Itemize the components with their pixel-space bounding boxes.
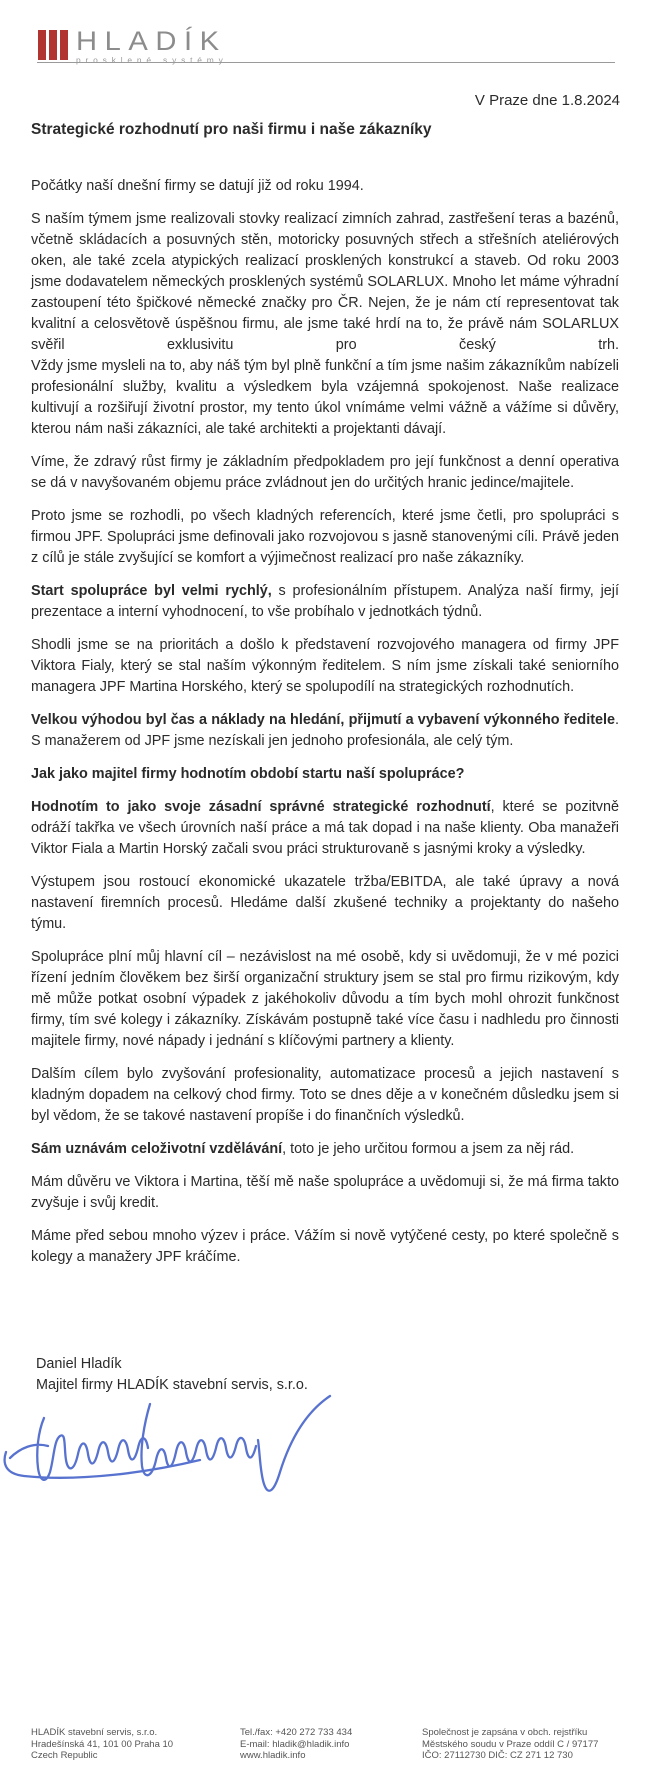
logo-bar-icon — [60, 30, 68, 60]
paragraph: Shodli jsme se na prioritách a došlo k představení rozvojového managera od firmy JPF Viktora Fialy, který se stal naším výkonným ředitelem. S ním jsme získali také seniorního managera JPF Martina Horského, který se spolupodílí na strategických rozhodnutích. — [31, 637, 619, 695]
paragraph-bold-lead: Velkou výhodou byl čas a náklady na hledání, přijmutí a vybavení výkonného ředitele — [31, 712, 615, 728]
paragraph: Vždy jsme mysleli na to, aby náš tým byl plně funkční a tím jsme našim zákazníkům nabízeli profesionální služby, kvalitu a výsledkem byla vzájemná spokojenost. Naše realizace kultivují a rozšiřují životní prostor, my tento úkol vnímáme velmi vážně a vážíme si důvěry, kterou nám naši zákazníci, ale také architekti a projektanti dávají. — [31, 358, 619, 437]
letter-body — [31, 176, 619, 1280]
footer-company — [31, 1727, 173, 1762]
logo-bar-icon — [49, 30, 57, 60]
paragraph: Hodnotím to jako svoje zásadní správné strategické rozhodnutí, které se pozitvně odráží takřka ve všech úrovních naší práce a má tak dopad i na naše klienty. Oba manažeři Viktor Fiala a Martin Horský začali svou práci strukturovaně s jasnými kroky a výsledky. — [31, 799, 619, 857]
footer-line: HLADÍK stavební servis, s.r.o. — [31, 1727, 158, 1738]
company-logo — [38, 26, 228, 65]
logo-bar-icon — [38, 30, 46, 60]
paragraph-bold-lead: Start spolupráce byl velmi rychlý, — [31, 583, 272, 599]
footer-registry — [422, 1727, 598, 1762]
paragraph: Dalším cílem bylo zvyšování profesionality, automatizace procesů a jejich nastavení s kladným dopadem na celkový chod firmy. Toto se dnes děje a v konečném důsledku jsem si byl vědom, že se takové nastavení propíše i do finančních výsledků. — [31, 1066, 619, 1124]
paragraph: Počátky naší dnešní firmy se datují již od roku 1994. — [31, 178, 364, 194]
footer-line: E-mail: hladik@hladik.info — [240, 1738, 350, 1750]
footer-line: Společnost je zapsána v obch. rejstříku — [422, 1727, 588, 1738]
paragraph: Víme, že zdravý růst firmy je základním předpokladem pro její funkčnost a denní operativa se dá v navyšovaném objemu práce zvládnout jen do určitých hranic jedince/majitele. — [31, 454, 619, 491]
logo-text — [76, 26, 228, 65]
footer-line: IČO: 27112730 DIČ: CZ 271 12 730 — [422, 1750, 573, 1761]
signatory-role: Majitel firmy HLADÍK stavební servis, s.r.o. — [36, 1377, 308, 1393]
paragraph-bold-lead: Hodnotím to jako svoje zásadní správné strategické rozhodnutí — [31, 799, 491, 815]
paragraph: Proto jsme se rozhodli, po všech kladných referencích, které jsme četli, pro spolupráci s firmou JPF. Spolupráci jsme definovali jako rozvojovou s jasně stanovenými cíli. Právě jeden z cílů je stále zvyšující se komfort a výjimečnost realizací pro naše zákazníky. — [31, 508, 619, 566]
paragraph: Máme před sebou mnoho výzev i práce. Vážím si nově vytýčené cesty, po které společně s kolegy a manažery JPF kráčíme. — [31, 1228, 619, 1265]
paragraph: Výstupem jsou rostoucí ekonomické ukazatele tržba/EBITDA, ale také úpravy a nová nastavení firemních procesů. Hledáme další zkušené techniky a projektanty do našeho týmu. — [31, 874, 619, 932]
signatory-name: Daniel Hladík — [36, 1356, 122, 1372]
footer-line: Czech Republic — [31, 1750, 98, 1761]
date-line: V Praze dne 1.8.2024 — [474, 92, 620, 109]
footer-line: Hradešínská 41, 101 00 Praha 10 — [31, 1738, 174, 1750]
paragraph-bold-lead: Jak jako majitel firmy hodnotím období startu naší spolupráce? — [31, 766, 465, 782]
handwritten-signature — [0, 1388, 360, 1528]
logo-tagline: prosklené systémy — [76, 56, 228, 65]
letter-title: Strategické rozhodnutí pro naši firmu i naše zákazníky — [31, 121, 432, 138]
paragraph: Sám uznávám celoživotní vzdělávání, toto je jeho určitou formou a jsem za něj rád. — [31, 1141, 575, 1157]
paragraph: Start spolupráce byl velmi rychlý, s profesionálním přístupem. Analýza naší firmy, její prezentace a interní vyhodnocení, to vše probíhalo v jednotkách týdnů. — [31, 583, 620, 620]
paragraph-bold-lead: Sám uznávám celoživotní vzdělávání — [31, 1141, 283, 1157]
paragraph: Spolupráce plní můj hlavní cíl – nezávislost na mé osobě, kdy si uvědomuji, že v mé pozici řízení jedním člověkem bez širší organizační struktury jsem se stal pro firmu rizikovým, kdy mě může potkat osobní výpadek z jakéhokoliv důvodu a tím bych mohl ohrozit funkčnost firmy, tím své kolegy i zákazníky. Získávám postupně také více času i nadhledu pro činnosti majitele firmy, nové nápady i jednání s klíčovými partnery a klienty. — [31, 949, 619, 1049]
paragraph: Velkou výhodou byl čas a náklady na hledání, přijmutí a vybavení výkonného ředitele. S manažerem od JPF jsme nezískali jen jednoho profesionála, ale celý tým. — [31, 712, 619, 749]
paragraph: S naším týmem jsme realizovali stovky realizací zimních zahrad, zastřešení teras a bazénů, včetně skládacích a posuvných stěn, motoricky posuvných střech a střešních ateliérových oken, ale také zcela atypických realizací prosklených konstrukcí a staveb. Od roku 2003 jsme dodavatelem německých prosklených systémů SOLARLUX. Mnoho let máme výhradní zastoupení této špičkové německé značky pro ČR. Nejen, že je nám ctí representovat tak kvalitní a celosvětově úspěšnou firmu, ale jsme také hrdí na to, že právě nám SOLARLUX svěřil exklusivitu pro český trh. — [31, 211, 619, 353]
footer-line: Tel./fax: +420 272 733 434 — [240, 1727, 353, 1738]
paragraph — [31, 764, 619, 785]
logo-company-name: HLADÍK — [76, 26, 227, 56]
paragraph: Mám důvěru ve Viktora i Martina, těší mě naše spolupráce a uvědomuji si, že má firma takto zvyšuje i svůj kredit. — [31, 1174, 619, 1211]
header-divider — [37, 62, 615, 63]
logo-bars-icon — [38, 30, 68, 60]
footer-contact — [240, 1727, 352, 1762]
footer-line: www.hladik.info — [240, 1750, 306, 1761]
footer-line: Městského soudu v Praze oddíl C / 97177 — [422, 1738, 599, 1750]
